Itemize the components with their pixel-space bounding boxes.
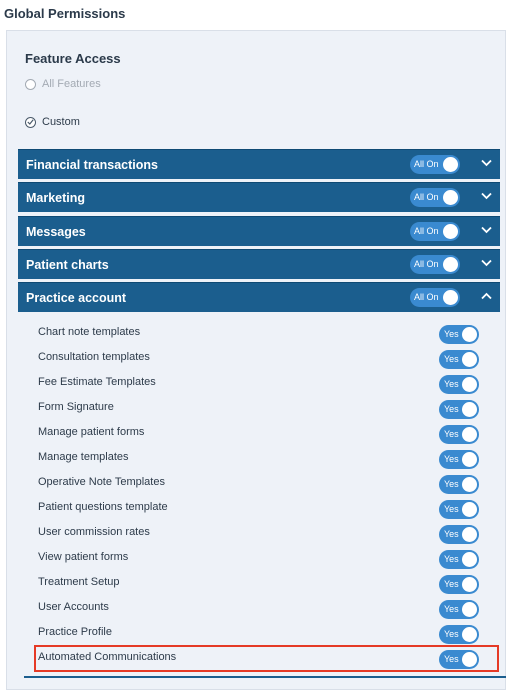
toggle-knob	[462, 477, 477, 492]
toggle-knob	[443, 157, 458, 172]
item-label: Consultation templates	[38, 351, 150, 363]
toggle-text: Yes	[444, 404, 459, 414]
item-label: Manage templates	[38, 451, 129, 463]
yes-toggle[interactable]	[439, 475, 479, 494]
chevron-down-icon[interactable]	[481, 259, 492, 267]
list-item	[18, 600, 500, 625]
yes-toggle[interactable]	[439, 625, 479, 644]
item-label: View patient forms	[38, 551, 129, 563]
radio-checked-icon	[25, 117, 36, 128]
toggle-knob	[443, 290, 458, 305]
yes-toggle[interactable]	[439, 400, 479, 419]
list-item	[18, 500, 500, 525]
group-label: Marketing	[26, 190, 86, 205]
item-label: Treatment Setup	[38, 576, 120, 588]
toggle-text: Yes	[444, 354, 459, 364]
feature-access-title: Feature Access	[25, 51, 121, 66]
toggle-knob	[462, 602, 477, 617]
yes-toggle[interactable]	[439, 600, 479, 619]
yes-toggle[interactable]	[439, 350, 479, 369]
all-on-toggle[interactable]	[410, 255, 460, 274]
yes-toggle[interactable]	[439, 500, 479, 519]
group-label: Patient charts	[26, 257, 109, 272]
yes-toggle[interactable]	[439, 450, 479, 469]
item-label: Fee Estimate Templates	[38, 376, 156, 388]
toggle-knob	[462, 527, 477, 542]
toggle-knob	[443, 190, 458, 205]
chevron-down-icon[interactable]	[481, 159, 492, 167]
list-item	[18, 375, 500, 400]
radio-custom[interactable]	[25, 116, 80, 128]
toggle-text: Yes	[444, 629, 459, 639]
list-item	[18, 350, 500, 375]
list-item	[18, 550, 500, 575]
list-item	[18, 400, 500, 425]
practice-account-items	[18, 313, 500, 683]
item-label: Patient questions template	[38, 501, 168, 513]
group-messages[interactable]	[18, 216, 500, 246]
toggle-knob	[462, 552, 477, 567]
toggle-text: All On	[414, 292, 439, 302]
radio-unchecked-icon	[25, 79, 36, 90]
toggle-text: Yes	[444, 529, 459, 539]
yes-toggle[interactable]	[439, 575, 479, 594]
group-label: Financial transactions	[26, 157, 158, 172]
list-item-automated-communications	[18, 650, 500, 675]
radio-all-features-label: All Features	[42, 78, 101, 90]
chevron-down-icon[interactable]	[481, 192, 492, 200]
group-label: Practice account	[26, 290, 127, 305]
yes-toggle[interactable]	[439, 550, 479, 569]
yes-toggle[interactable]	[439, 525, 479, 544]
yes-toggle[interactable]	[439, 375, 479, 394]
toggle-knob	[462, 377, 477, 392]
toggle-text: All On	[414, 192, 439, 202]
toggle-knob	[462, 627, 477, 642]
toggle-knob	[462, 352, 477, 367]
toggle-knob	[462, 427, 477, 442]
yes-toggle[interactable]	[439, 425, 479, 444]
group-marketing[interactable]	[18, 182, 500, 212]
item-label: Practice Profile	[38, 626, 112, 638]
yes-toggle[interactable]	[439, 325, 479, 344]
all-on-toggle[interactable]	[410, 188, 460, 207]
toggle-text: All On	[414, 226, 439, 236]
toggle-text: Yes	[444, 654, 459, 664]
yes-toggle[interactable]	[439, 650, 479, 669]
all-on-toggle[interactable]	[410, 222, 460, 241]
list-item	[18, 475, 500, 500]
list-item	[18, 425, 500, 450]
group-financial-transactions[interactable]	[18, 149, 500, 179]
toggle-text: Yes	[444, 604, 459, 614]
item-label: User commission rates	[38, 526, 150, 538]
list-item	[18, 525, 500, 550]
toggle-knob	[462, 402, 477, 417]
toggle-text: Yes	[444, 554, 459, 564]
toggle-knob	[462, 452, 477, 467]
item-label: Operative Note Templates	[38, 476, 165, 488]
group-label: Messages	[26, 224, 86, 239]
list-item	[18, 450, 500, 475]
all-on-toggle[interactable]	[410, 288, 460, 307]
item-label: Form Signature	[38, 401, 114, 413]
toggle-knob	[443, 257, 458, 272]
toggle-text: All On	[414, 159, 439, 169]
item-label: User Accounts	[38, 601, 109, 613]
toggle-text: Yes	[444, 579, 459, 589]
toggle-text: Yes	[444, 504, 459, 514]
toggle-knob	[462, 502, 477, 517]
chevron-down-icon[interactable]	[481, 226, 492, 234]
toggle-text: Yes	[444, 479, 459, 489]
item-label: Automated Communications	[38, 651, 177, 663]
toggle-knob	[443, 224, 458, 239]
list-item	[18, 575, 500, 600]
toggle-text: Yes	[444, 329, 459, 339]
toggle-knob	[462, 577, 477, 592]
list-item	[18, 325, 500, 350]
radio-all-features[interactable]	[25, 78, 101, 90]
toggle-text: Yes	[444, 429, 459, 439]
toggle-knob	[462, 327, 477, 342]
toggle-text: All On	[414, 259, 439, 269]
page-title: Global Permissions	[4, 6, 126, 21]
list-item	[18, 625, 500, 650]
item-label: Chart note templates	[38, 326, 141, 338]
group-patient-charts[interactable]	[18, 249, 500, 279]
item-label: Manage patient forms	[38, 426, 145, 438]
toggle-text: Yes	[444, 379, 459, 389]
radio-custom-label: Custom	[42, 116, 80, 128]
toggle-knob	[462, 652, 477, 667]
toggle-text: Yes	[444, 454, 459, 464]
all-on-toggle[interactable]	[410, 155, 460, 174]
group-practice-account[interactable]	[18, 282, 500, 312]
chevron-up-icon[interactable]	[481, 292, 492, 300]
